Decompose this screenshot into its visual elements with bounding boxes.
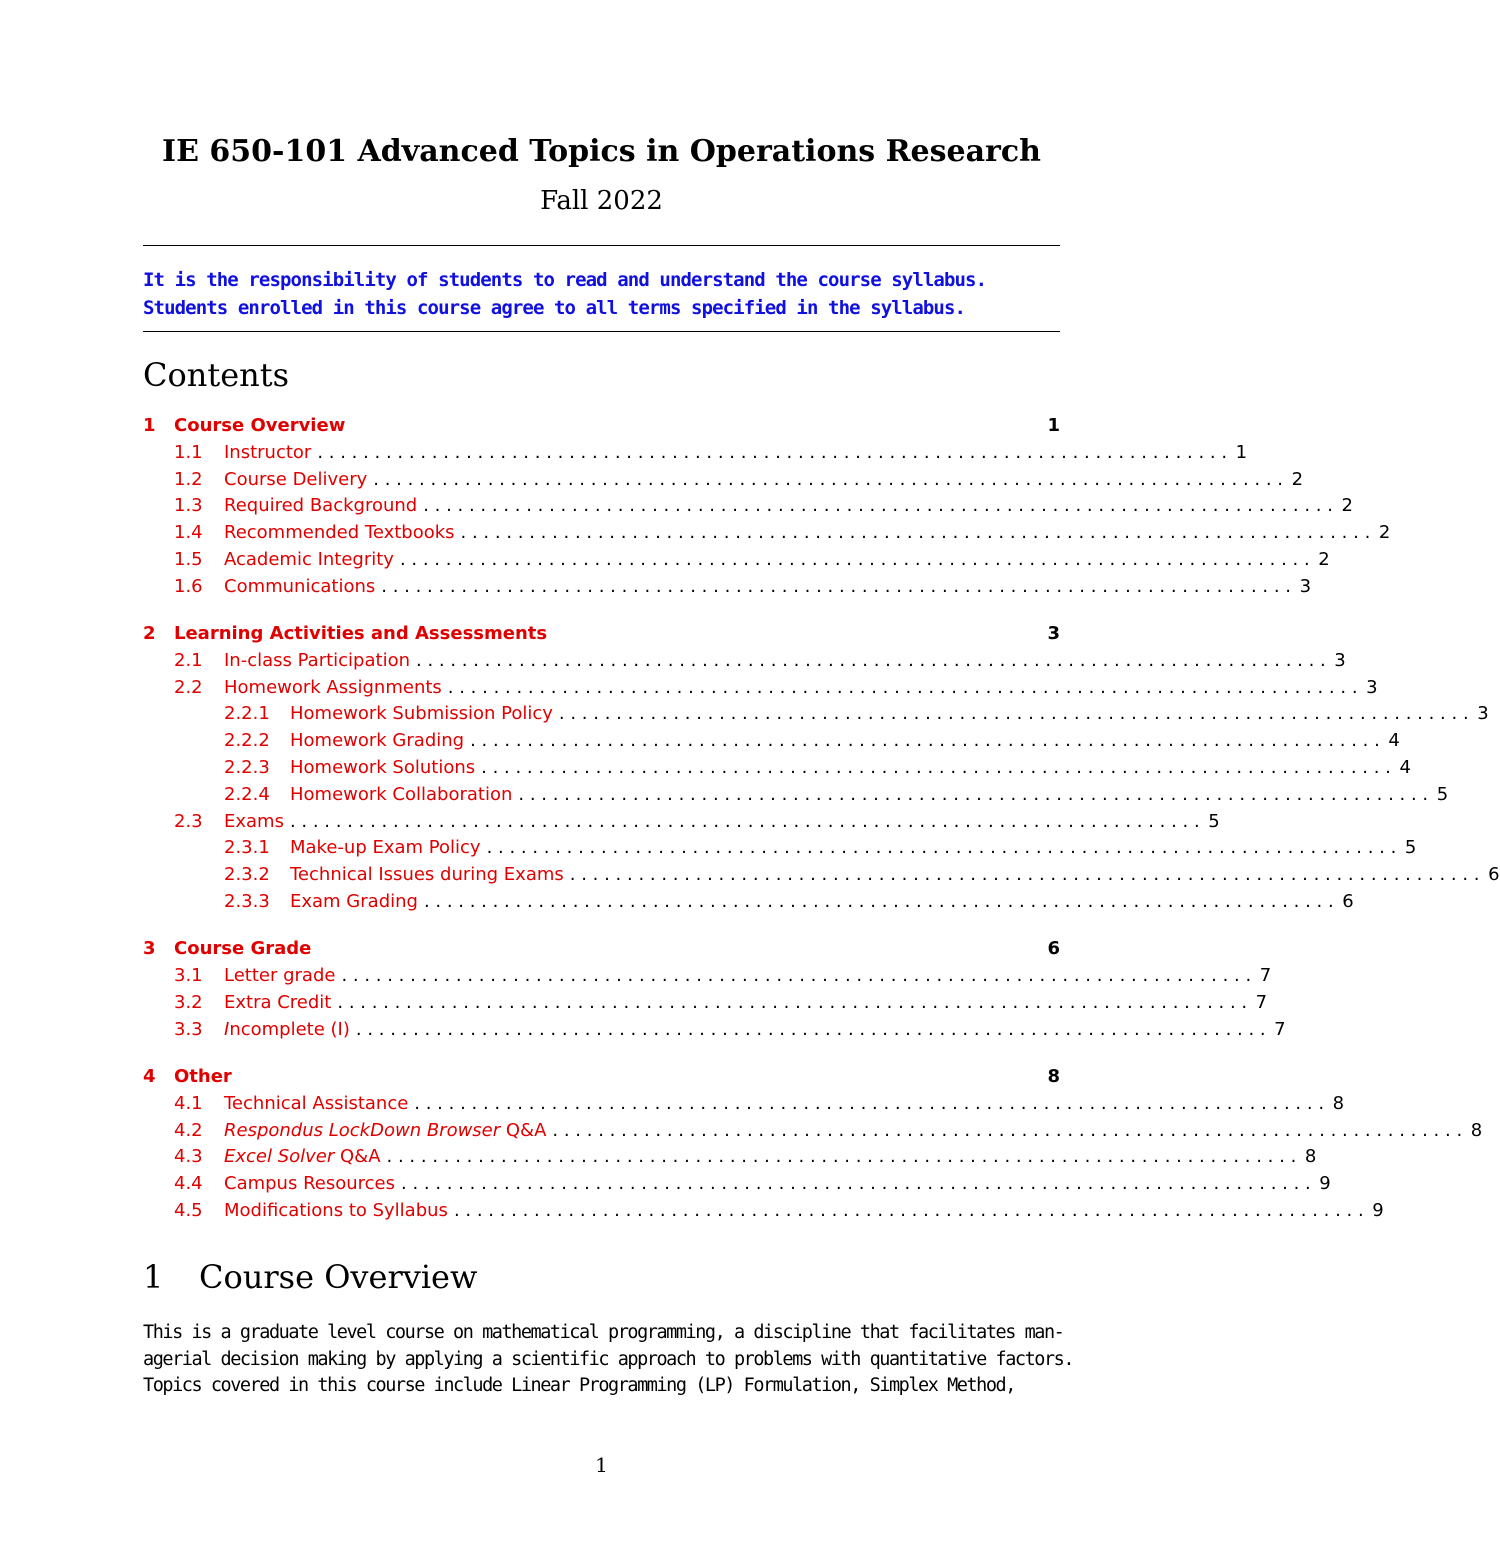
toc-dot-leader: . . . . . . . . . . . . . . . . . . . . . . . . . . . . . . . . . . . . . . . . . . . . . . . . . . . . . . . . . . . . . . . . . . . . . . . . . . . . . . . . bbox=[470, 730, 1380, 752]
toc-entry-label: Exam Grading bbox=[290, 891, 418, 913]
toc-entry-number: 1.2 bbox=[174, 468, 203, 490]
toc-entry[interactable] bbox=[143, 783, 1449, 811]
toc-entry-number: 1 bbox=[143, 415, 156, 436]
body-line: Topics covered in this course include Linear Programming (LP) Formulation, Simplex Method, bbox=[143, 1375, 1015, 1396]
notice-line-1: It is the responsibility of students to read and understand the course syllabus. bbox=[143, 269, 987, 291]
toc-entry-number: 4 bbox=[143, 1066, 156, 1088]
toc-entry-page: 4 bbox=[1388, 730, 1400, 752]
toc-dot-leader: . . . . . . . . . . . . . . . . . . . . . . . . . . . . . . . . . . . . . . . . . . . . . . . . . . . . . . . . . . . . . . . . . . . . . . . . . . . . . . . . bbox=[453, 1200, 1364, 1222]
toc-entry[interactable] bbox=[143, 891, 1354, 918]
toc-dot-leader bbox=[238, 1066, 1040, 1087]
toc-entry-number: 4.1 bbox=[174, 1092, 203, 1114]
toc-entry-label: Extra Credit bbox=[224, 991, 332, 1013]
toc-entry-number: 4.2 bbox=[174, 1119, 203, 1141]
toc-entry-page: 2 bbox=[1291, 468, 1304, 490]
toc-entry[interactable] bbox=[143, 441, 1248, 469]
notice-line-2: Students enrolled in this course agree to all terms specified in the syllabus. bbox=[143, 297, 966, 319]
toc-entry-page: 3 bbox=[1047, 623, 1060, 645]
toc-entry-label: Academic Integrity bbox=[224, 548, 394, 570]
toc-entry-label: Homework Solutions bbox=[290, 757, 476, 779]
toc-entry[interactable] bbox=[143, 991, 1268, 1019]
toc-entry-label: Make-up Exam Policy bbox=[290, 837, 481, 859]
toc-entry-label: Course Delivery bbox=[224, 468, 368, 490]
toc-entry[interactable] bbox=[143, 575, 1312, 603]
table-of-contents bbox=[143, 415, 1500, 1227]
course-title: IE 650-101 Advanced Topics in Operations Research bbox=[162, 134, 1041, 169]
toc-dot-leader: . . . . . . . . . . . . . . . . . . . . . . . . . . . . . . . . . . . . . . . . . . . . . . . . . . . . . . . . . . . . . . . . . . . . . . . . . . . . . . . . bbox=[416, 649, 1326, 671]
toc-entry-label: Homework Grading bbox=[290, 730, 465, 752]
section-title: Course Overview bbox=[199, 1258, 478, 1296]
toc-entry-page: 3 bbox=[1334, 649, 1346, 671]
toc-entry[interactable] bbox=[143, 965, 1272, 992]
toc-entry[interactable] bbox=[143, 757, 1411, 784]
responsibility-notice bbox=[143, 266, 1060, 322]
toc-entry[interactable] bbox=[143, 1173, 1331, 1200]
toc-dot-leader: . . . . . . . . . . . . . . . . . . . . . . . . . . . . . . . . . . . . . . . . . . . . . . . . . . . . . . . . . . . . . . . . . . . . . . . . . . . . . . . . bbox=[373, 468, 1284, 490]
toc-entry-number: 2.2.3 bbox=[224, 757, 270, 779]
body-line: agerial decision making by applying a scientific approach to problems with quantitative factors. bbox=[143, 1348, 1074, 1370]
toc-entry[interactable] bbox=[143, 676, 1378, 704]
toc-entry-number: 2.2.2 bbox=[224, 730, 270, 752]
toc-entry-label: Communications bbox=[224, 575, 376, 597]
toc-entry-page: 6 bbox=[1342, 891, 1354, 913]
toc-entry-page: 2 bbox=[1341, 495, 1353, 517]
toc-dot-leader bbox=[317, 938, 1040, 959]
toc-entry-page: 1 bbox=[1235, 441, 1248, 463]
toc-entry-number: 2.1 bbox=[174, 649, 203, 671]
toc-entry-label: Letter grade bbox=[224, 965, 336, 987]
toc-entry[interactable] bbox=[143, 1092, 1345, 1120]
toc-dot-leader: . . . . . . . . . . . . . . . . . . . . . . . . . . . . . . . . . . . . . . . . . . . . . . . . . . . . . . . . . . . . . . . . . . . . . . . . . . . . . . . . bbox=[317, 441, 1228, 463]
top-rule bbox=[143, 245, 1060, 246]
toc-entry-number: 2.2.4 bbox=[224, 783, 270, 805]
toc-dot-leader: . . . . . . . . . . . . . . . . . . . . . . . . . . . . . . . . . . . . . . . . . . . . . . . . . . . . . . . . . . . . . . . . . . . . . . . . . . . . . . . . bbox=[341, 965, 1252, 987]
toc-entry-label: Instructor bbox=[224, 441, 312, 463]
toc-entry[interactable] bbox=[143, 703, 1489, 730]
toc-entry-label: Course Overview bbox=[174, 415, 346, 436]
toc-dot-leader: . . . . . . . . . . . . . . . . . . . . . . . . . . . . . . . . . . . . . . . . . . . . . . . . . . . . . . . . . . . . . . . . . . . . . . . . . . . . . . . . bbox=[481, 757, 1391, 779]
toc-entry-label: Incomplete (I) bbox=[224, 1018, 350, 1040]
toc-entry[interactable] bbox=[143, 1200, 1384, 1227]
toc-entry-page: 8 bbox=[1047, 1066, 1060, 1088]
toc-dot-leader bbox=[351, 415, 1040, 436]
toc-entry-number: 3.1 bbox=[174, 965, 203, 987]
toc-entry-label: Homework Assignments bbox=[224, 676, 442, 698]
toc-dot-leader: . . . . . . . . . . . . . . . . . . . . . . . . . . . . . . . . . . . . . . . . . . . . . . . . . . . . . . . . . . . . . . . . . . . . . . . . . . . . . . . . bbox=[423, 495, 1333, 517]
toc-dot-leader: . . . . . . . . . . . . . . . . . . . . . . . . . . . . . . . . . . . . . . . . . . . . . . . . . . . . . . . . . . . . . . . . . . . . . . . . . . . . . . . . bbox=[486, 837, 1397, 859]
toc-entry-number: 2.3.1 bbox=[224, 837, 270, 859]
toc-dot-leader: . . . . . . . . . . . . . . . . . . . . . . . . . . . . . . . . . . . . . . . . . . . . . . . . . . . . . . . . . . . . . . . . . . . . . . . . . . . . . . . . bbox=[414, 1092, 1325, 1114]
section-number: 1 bbox=[143, 1258, 164, 1296]
toc-dot-leader: . . . . . . . . . . . . . . . . . . . . . . . . . . . . . . . . . . . . . . . . . . . . . . . . . . . . . . . . . . . . . . . . . . . . . . . . . . . . . . . . bbox=[289, 810, 1200, 832]
toc-entry-number: 1.1 bbox=[174, 441, 203, 463]
toc-entry-page: 3 bbox=[1366, 676, 1378, 698]
document-page bbox=[143, 0, 1500, 1553]
toc-entry-number: 1.3 bbox=[174, 495, 203, 517]
toc-entry-page: 7 bbox=[1255, 991, 1268, 1013]
toc-entry-label: Recommended Textbooks bbox=[224, 522, 455, 544]
toc-entry[interactable] bbox=[143, 522, 1391, 549]
toc-dot-leader: . . . . . . . . . . . . . . . . . . . . . . . . . . . . . . . . . . . . . . . . . . . . . . . . . . . . . . . . . . . . . . . . . . . . . . . . . . . . . . . . bbox=[423, 891, 1334, 913]
toc-entry[interactable] bbox=[143, 468, 1304, 496]
toc-entry-page: 3 bbox=[1299, 575, 1312, 597]
contents-heading: Contents bbox=[143, 356, 290, 394]
toc-entry-page: 5 bbox=[1208, 810, 1220, 832]
toc-entry-number: 2.2 bbox=[174, 676, 203, 698]
toc-entry[interactable] bbox=[143, 1018, 1286, 1046]
toc-entry-page: 8 bbox=[1470, 1119, 1483, 1141]
page-number: 1 bbox=[595, 1453, 608, 1477]
toc-dot-leader: . . . . . . . . . . . . . . . . . . . . . . . . . . . . . . . . . . . . . . . . . . . . . . . . . . . . . . . . . . . . . . . . . . . . . . . . . . . . . . . . bbox=[386, 1146, 1297, 1168]
toc-entry[interactable] bbox=[143, 1119, 1483, 1147]
toc-entry-label: Homework Submission Policy bbox=[290, 703, 553, 725]
toc-entry-label: Modifications to Syllabus bbox=[224, 1200, 448, 1222]
toc-dot-leader: . . . . . . . . . . . . . . . . . . . . . . . . . . . . . . . . . . . . . . . . . . . . . . . . . . . . . . . . . . . . . . . . . . . . . . . . . . . . . . . . bbox=[447, 676, 1358, 698]
toc-entry-number: 3 bbox=[143, 938, 156, 960]
toc-entry[interactable] bbox=[143, 837, 1417, 864]
toc-entry[interactable] bbox=[143, 730, 1400, 757]
toc-entry-label: Exams bbox=[224, 810, 284, 832]
toc-entry[interactable] bbox=[143, 548, 1330, 576]
toc-entry-page: 6 bbox=[1047, 938, 1060, 960]
toc-entry-label: Homework Collaboration bbox=[290, 783, 513, 805]
toc-dot-leader: . . . . . . . . . . . . . . . . . . . . . . . . . . . . . . . . . . . . . . . . . . . . . . . . . . . . . . . . . . . . . . . . . . . . . . . . . . . . . . . . bbox=[460, 522, 1371, 544]
toc-dot-leader: . . . . . . . . . . . . . . . . . . . . . . . . . . . . . . . . . . . . . . . . . . . . . . . . . . . . . . . . . . . . . . . . . . . . . . . . . . . . . . . . bbox=[337, 991, 1248, 1013]
toc-entry-page: 9 bbox=[1372, 1200, 1384, 1222]
toc-entry-label: Other bbox=[174, 1066, 232, 1088]
toc-entry-page: 7 bbox=[1274, 1018, 1286, 1040]
toc-dot-leader: . . . . . . . . . . . . . . . . . . . . . . . . . . . . . . . . . . . . . . . . . . . . . . . . . . . . . . . . . . . . . . . . . . . . . . . . . . . . . . . . bbox=[381, 575, 1292, 597]
toc-entry-label: Learning Activities and Assessments bbox=[174, 623, 548, 645]
toc-entry-number: 4.4 bbox=[174, 1173, 203, 1195]
toc-entry-page: 6 bbox=[1488, 864, 1500, 886]
toc-entry-label: Course Grade bbox=[174, 938, 312, 960]
toc-entry-page: 9 bbox=[1319, 1173, 1331, 1195]
toc-entry-label: Required Background bbox=[224, 495, 418, 517]
toc-entry[interactable] bbox=[143, 415, 1060, 442]
toc-entry[interactable] bbox=[143, 649, 1346, 677]
toc-entry[interactable] bbox=[143, 864, 1500, 891]
toc-entry-number: 2.3.3 bbox=[224, 891, 270, 913]
toc-entry-number: 2.3.2 bbox=[224, 864, 270, 886]
toc-entry-number: 1.4 bbox=[174, 522, 203, 544]
toc-entry-number: 4.3 bbox=[174, 1146, 203, 1168]
toc-entry-page: 8 bbox=[1304, 1146, 1317, 1168]
section-body bbox=[143, 1320, 1074, 1400]
toc-entry-number: 3.3 bbox=[174, 1018, 203, 1040]
toc-entry-page: 8 bbox=[1332, 1092, 1345, 1114]
toc-entry-label: Respondus LockDown Browser Q&A bbox=[224, 1119, 547, 1141]
toc-entry-number: 1.6 bbox=[174, 575, 203, 597]
body-line: This is a graduate level course on mathematical programming, a discipline that facilitates man- bbox=[143, 1322, 1064, 1343]
toc-entry-page: 2 bbox=[1318, 548, 1330, 570]
toc-dot-leader: . . . . . . . . . . . . . . . . . . . . . . . . . . . . . . . . . . . . . . . . . . . . . . . . . . . . . . . . . . . . . . . . . . . . . . . . . . . . . . . . bbox=[355, 1018, 1266, 1040]
toc-entry-label: Technical Issues during Exams bbox=[290, 864, 564, 886]
toc-entry[interactable] bbox=[143, 1066, 1060, 1093]
toc-entry-label: Excel Solver Q&A bbox=[224, 1146, 381, 1168]
toc-dot-leader: . . . . . . . . . . . . . . . . . . . . . . . . . . . . . . . . . . . . . . . . . . . . . . . . . . . . . . . . . . . . . . . . . . . . . . . . . . . . . . . . bbox=[399, 548, 1310, 570]
toc-entry-label: In-class Participation bbox=[224, 649, 410, 671]
toc-entry[interactable] bbox=[143, 495, 1353, 522]
toc-entry-number: 3.2 bbox=[174, 991, 203, 1013]
toc-entry-number: 2.2.1 bbox=[224, 703, 270, 725]
bottom-rule bbox=[143, 331, 1060, 332]
toc-dot-leader: . . . . . . . . . . . . . . . . . . . . . . . . . . . . . . . . . . . . . . . . . . . . . . . . . . . . . . . . . . . . . . . . . . . . . . . . . . . . . . . . bbox=[558, 703, 1469, 725]
toc-dot-leader: . . . . . . . . . . . . . . . . . . . . . . . . . . . . . . . . . . . . . . . . . . . . . . . . . . . . . . . . . . . . . . . . . . . . . . . . . . . . . . . . bbox=[569, 864, 1480, 886]
toc-entry-page: 4 bbox=[1399, 757, 1411, 779]
toc-entry-page: 3 bbox=[1477, 703, 1489, 725]
section-heading bbox=[143, 1258, 477, 1296]
toc-entry[interactable] bbox=[143, 623, 1060, 650]
toc-entry-number: 1.5 bbox=[174, 548, 203, 570]
toc-entry[interactable] bbox=[143, 1146, 1317, 1173]
toc-entry-number: 4.5 bbox=[174, 1200, 203, 1222]
toc-entry-label: Campus Resources bbox=[224, 1173, 395, 1195]
toc-dot-leader: . . . . . . . . . . . . . . . . . . . . . . . . . . . . . . . . . . . . . . . . . . . . . . . . . . . . . . . . . . . . . . . . . . . . . . . . . . . . . . . . bbox=[552, 1119, 1463, 1141]
toc-entry-number: 2 bbox=[143, 623, 156, 645]
toc-entry-page: 7 bbox=[1259, 965, 1272, 987]
toc-dot-leader bbox=[553, 623, 1040, 644]
toc-entry-page: 2 bbox=[1378, 522, 1391, 544]
toc-entry[interactable] bbox=[143, 938, 1060, 965]
toc-entry[interactable] bbox=[143, 810, 1220, 838]
toc-dot-leader: . . . . . . . . . . . . . . . . . . . . . . . . . . . . . . . . . . . . . . . . . . . . . . . . . . . . . . . . . . . . . . . . . . . . . . . . . . . . . . . . bbox=[518, 783, 1429, 805]
course-term: Fall 2022 bbox=[540, 186, 663, 216]
toc-dot-leader: . . . . . . . . . . . . . . . . . . . . . . . . . . . . . . . . . . . . . . . . . . . . . . . . . . . . . . . . . . . . . . . . . . . . . . . . . . . . . . . . bbox=[401, 1173, 1311, 1195]
toc-entry-page: 5 bbox=[1436, 783, 1449, 805]
toc-entry-number: 2.3 bbox=[174, 810, 203, 832]
toc-entry-label: Technical Assistance bbox=[224, 1092, 409, 1114]
toc-entry-page: 5 bbox=[1404, 837, 1417, 859]
toc-entry-page: 1 bbox=[1047, 415, 1060, 436]
